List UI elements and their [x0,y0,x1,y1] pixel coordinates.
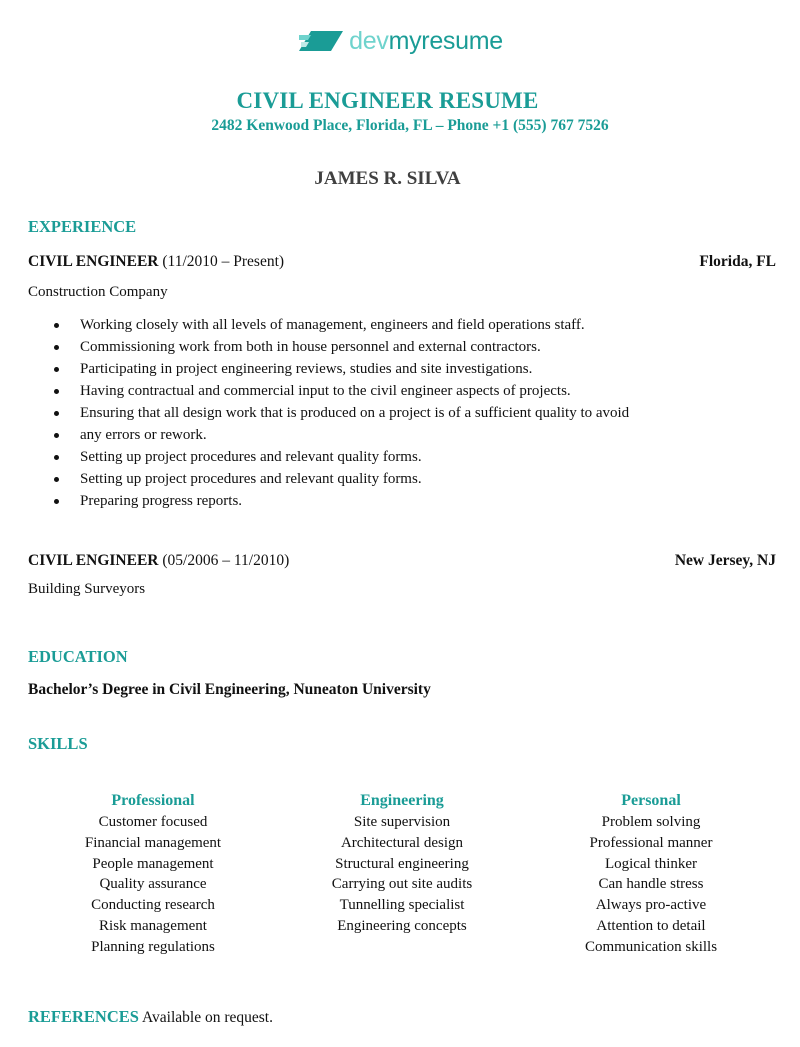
list-item: Participating in project engineering reviews, studies and site investigations. [28,358,629,380]
list-item: Communication skills [584,938,718,955]
list-item: Customer focused [98,814,208,830]
candidate-name: JAMES R. SILVA [314,168,461,189]
references-heading: REFERENCES [28,1007,139,1026]
job-location: Florida, FL [699,253,776,270]
list-item: Planning regulations [91,938,215,955]
site-logo[interactable] [0,26,800,56]
list-item: Problem solving [601,814,701,830]
list-item: Structural engineering [335,855,469,872]
list-item: Ensuring that all design work that is produced on a project is of a sufficient quality to avoid [28,402,629,424]
job-company: Construction Company [28,284,168,300]
logo-text-suffix: myresume [388,26,503,55]
list-item: Preparing progress reports. [28,490,629,512]
list-item: Carrying out site audits [331,876,473,893]
contact-line: 2482 Kenwood Place, Florida, FL – Phone +1 (555) 767 7526 [211,117,609,134]
list-item: Engineering concepts [337,917,467,934]
degree: Bachelor’s Degree in Civil Engineering, Nuneaton University [28,681,431,698]
education-heading: EDUCATION [28,647,128,666]
list-item: Financial management [84,834,222,851]
job-dates: (05/2006 – 11/2010) [162,552,290,569]
list-item: Setting up project procedures and relevant quality forms. [28,468,629,490]
job-dates: (11/2010 – Present) [162,253,285,270]
logo-text-prefix: dev [349,26,389,55]
list-item: Site supervision [353,814,451,830]
list-item: Professional manner [589,834,713,851]
references-line [28,1007,273,1027]
list-item: Always pro-active [595,897,707,914]
skills-column-title: Personal [621,792,681,809]
experience-heading: EXPERIENCE [28,217,137,236]
list-item: Attention to detail [596,917,706,934]
job-company: Building Surveyors [28,581,146,597]
job-role: CIVIL ENGINEER [28,253,159,270]
list-item: Quality assurance [99,876,207,893]
list-item: any errors or rework. [28,424,629,446]
skills-column-professional [43,790,263,958]
skills-column-title: Professional [111,792,195,809]
job-location: New Jersey, NJ [674,552,776,569]
list-item: Logical thinker [604,855,698,872]
job-duties-list [28,314,629,512]
skills-column-engineering [292,790,512,937]
skills-heading: SKILLS [28,734,88,753]
list-item: Architectural design [340,834,464,851]
job-line-2 [28,552,776,570]
skills-column-title: Engineering [360,792,444,809]
logo-text [349,27,503,56]
list-item: Tunnelling specialist [339,897,465,914]
job-line-1 [28,253,776,271]
references-text: Available on request. [138,1009,273,1026]
skills-column-personal [541,790,761,958]
list-item: Working closely with all levels of management, engineers and field operations staff. [28,314,629,336]
resume-title: CIVIL ENGINEER RESUME [236,88,539,113]
list-item: People management [92,855,214,872]
list-item: Can handle stress [598,876,704,893]
list-item: Risk management [99,917,207,934]
list-item: Setting up project procedures and relevant quality forms. [28,446,629,468]
list-item: Commissioning work from both in house personnel and external contractors. [28,336,629,358]
job-role: CIVIL ENGINEER [28,552,159,569]
list-item: Conducting research [91,897,215,914]
logo-mark-icon [297,29,343,53]
list-item: Having contractual and commercial input to the civil engineer aspects of projects. [28,380,629,402]
